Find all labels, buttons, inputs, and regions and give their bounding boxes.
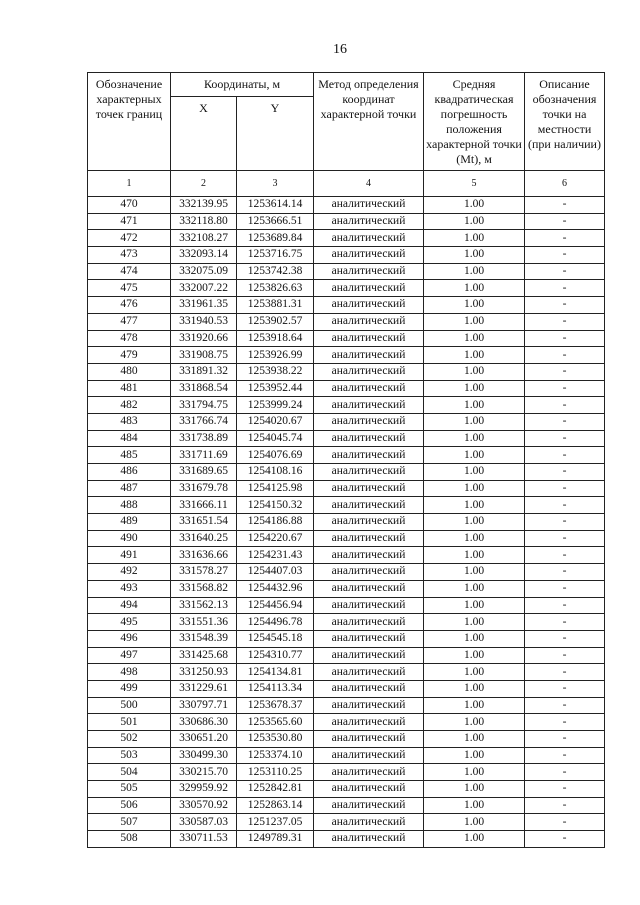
error-cell: 1.00 <box>424 247 525 264</box>
x-coordinate-cell: 331711.69 <box>171 447 237 464</box>
description-cell: - <box>525 514 605 531</box>
table-row <box>88 547 605 564</box>
error-cell: 1.00 <box>424 347 525 364</box>
y-coordinate-cell: 1253938.22 <box>237 363 314 380</box>
x-coordinate-cell: 331250.93 <box>171 664 237 681</box>
description-cell: - <box>525 380 605 397</box>
table-row <box>88 664 605 681</box>
point-id-cell: 488 <box>88 497 171 514</box>
x-coordinate-cell: 332108.27 <box>171 230 237 247</box>
x-coordinate-cell: 330797.71 <box>171 697 237 714</box>
table-row <box>88 530 605 547</box>
point-id-cell: 507 <box>88 814 171 831</box>
x-coordinate-cell: 332139.95 <box>171 197 237 214</box>
x-coordinate-cell: 332075.09 <box>171 263 237 280</box>
header-point: Обозначение характерных точек границ <box>88 73 171 171</box>
description-cell: - <box>525 280 605 297</box>
point-id-cell: 485 <box>88 447 171 464</box>
point-id-cell: 470 <box>88 197 171 214</box>
description-cell: - <box>525 664 605 681</box>
y-coordinate-cell: 1249789.31 <box>237 831 314 848</box>
table-body <box>88 197 605 848</box>
y-coordinate-cell: 1253689.84 <box>237 230 314 247</box>
description-cell: - <box>525 647 605 664</box>
point-id-cell: 491 <box>88 547 171 564</box>
table-row <box>88 330 605 347</box>
method-cell: аналитический <box>314 530 424 547</box>
error-cell: 1.00 <box>424 547 525 564</box>
description-cell: - <box>525 247 605 264</box>
description-cell: - <box>525 197 605 214</box>
error-cell: 1.00 <box>424 781 525 798</box>
error-cell: 1.00 <box>424 263 525 280</box>
method-cell: аналитический <box>314 630 424 647</box>
method-cell: аналитический <box>314 831 424 848</box>
table-row <box>88 680 605 697</box>
error-cell: 1.00 <box>424 230 525 247</box>
x-coordinate-cell: 331891.32 <box>171 363 237 380</box>
point-id-cell: 495 <box>88 614 171 631</box>
table-row <box>88 430 605 447</box>
point-id-cell: 503 <box>88 747 171 764</box>
x-coordinate-cell: 332118.80 <box>171 213 237 230</box>
description-cell: - <box>525 480 605 497</box>
method-cell: аналитический <box>314 547 424 564</box>
error-cell: 1.00 <box>424 397 525 414</box>
method-cell: аналитический <box>314 647 424 664</box>
point-id-cell: 489 <box>88 514 171 531</box>
method-cell: аналитический <box>314 347 424 364</box>
error-cell: 1.00 <box>424 430 525 447</box>
error-cell: 1.00 <box>424 580 525 597</box>
column-number: 5 <box>424 171 525 197</box>
column-number: 1 <box>88 171 171 197</box>
description-cell: - <box>525 564 605 581</box>
x-coordinate-cell: 331738.89 <box>171 430 237 447</box>
y-coordinate-cell: 1253999.24 <box>237 397 314 414</box>
y-coordinate-cell: 1253716.75 <box>237 247 314 264</box>
error-cell: 1.00 <box>424 213 525 230</box>
table-row <box>88 363 605 380</box>
table-row <box>88 697 605 714</box>
y-coordinate-cell: 1253565.60 <box>237 714 314 731</box>
error-cell: 1.00 <box>424 731 525 748</box>
table-row <box>88 614 605 631</box>
description-cell: - <box>525 447 605 464</box>
y-coordinate-cell: 1253614.14 <box>237 197 314 214</box>
description-cell: - <box>525 764 605 781</box>
table-row <box>88 564 605 581</box>
description-cell: - <box>525 397 605 414</box>
column-number: 4 <box>314 171 424 197</box>
point-id-cell: 493 <box>88 580 171 597</box>
table-row <box>88 480 605 497</box>
description-cell: - <box>525 213 605 230</box>
error-cell: 1.00 <box>424 664 525 681</box>
method-cell: аналитический <box>314 614 424 631</box>
x-coordinate-cell: 331651.54 <box>171 514 237 531</box>
error-cell: 1.00 <box>424 280 525 297</box>
method-cell: аналитический <box>314 514 424 531</box>
y-coordinate-cell: 1254108.16 <box>237 464 314 481</box>
y-coordinate-cell: 1254150.32 <box>237 497 314 514</box>
point-id-cell: 472 <box>88 230 171 247</box>
error-cell: 1.00 <box>424 464 525 481</box>
x-coordinate-cell: 330711.53 <box>171 831 237 848</box>
method-cell: аналитический <box>314 480 424 497</box>
table-row <box>88 630 605 647</box>
point-id-cell: 480 <box>88 363 171 380</box>
error-cell: 1.00 <box>424 764 525 781</box>
error-cell: 1.00 <box>424 630 525 647</box>
error-cell: 1.00 <box>424 447 525 464</box>
table-row <box>88 197 605 214</box>
x-coordinate-cell: 331229.61 <box>171 680 237 697</box>
error-cell: 1.00 <box>424 647 525 664</box>
table-row <box>88 814 605 831</box>
method-cell: аналитический <box>314 464 424 481</box>
x-coordinate-cell: 331679.78 <box>171 480 237 497</box>
x-coordinate-cell: 331868.54 <box>171 380 237 397</box>
point-id-cell: 476 <box>88 297 171 314</box>
error-cell: 1.00 <box>424 330 525 347</box>
point-id-cell: 499 <box>88 680 171 697</box>
table-row <box>88 714 605 731</box>
point-id-cell: 482 <box>88 397 171 414</box>
y-coordinate-cell: 1254186.88 <box>237 514 314 531</box>
table-row <box>88 764 605 781</box>
y-coordinate-cell: 1253666.51 <box>237 213 314 230</box>
error-cell: 1.00 <box>424 680 525 697</box>
error-cell: 1.00 <box>424 714 525 731</box>
method-cell: аналитический <box>314 247 424 264</box>
table-row <box>88 797 605 814</box>
column-number: 3 <box>237 171 314 197</box>
point-id-cell: 506 <box>88 797 171 814</box>
x-coordinate-cell: 329959.92 <box>171 781 237 798</box>
method-cell: аналитический <box>314 380 424 397</box>
table-row <box>88 781 605 798</box>
point-id-cell: 508 <box>88 831 171 848</box>
error-cell: 1.00 <box>424 697 525 714</box>
description-cell: - <box>525 630 605 647</box>
point-id-cell: 478 <box>88 330 171 347</box>
y-coordinate-cell: 1253530.80 <box>237 731 314 748</box>
description-cell: - <box>525 697 605 714</box>
description-cell: - <box>525 747 605 764</box>
description-cell: - <box>525 363 605 380</box>
error-cell: 1.00 <box>424 831 525 848</box>
method-cell: аналитический <box>314 397 424 414</box>
method-cell: аналитический <box>314 714 424 731</box>
table-row <box>88 747 605 764</box>
point-id-cell: 497 <box>88 647 171 664</box>
header-method: Метод определения координат характерной точки <box>314 73 424 171</box>
description-cell: - <box>525 413 605 430</box>
point-id-cell: 481 <box>88 380 171 397</box>
x-coordinate-cell: 330570.92 <box>171 797 237 814</box>
method-cell: аналитический <box>314 797 424 814</box>
description-cell: - <box>525 580 605 597</box>
point-id-cell: 501 <box>88 714 171 731</box>
error-cell: 1.00 <box>424 564 525 581</box>
point-id-cell: 479 <box>88 347 171 364</box>
x-coordinate-cell: 331636.66 <box>171 547 237 564</box>
error-cell: 1.00 <box>424 614 525 631</box>
point-id-cell: 500 <box>88 697 171 714</box>
description-cell: - <box>525 263 605 280</box>
point-id-cell: 487 <box>88 480 171 497</box>
point-id-cell: 475 <box>88 280 171 297</box>
method-cell: аналитический <box>314 297 424 314</box>
description-cell: - <box>525 781 605 798</box>
description-cell: - <box>525 464 605 481</box>
method-cell: аналитический <box>314 664 424 681</box>
description-cell: - <box>525 313 605 330</box>
table-row <box>88 213 605 230</box>
y-coordinate-cell: 1254456.94 <box>237 597 314 614</box>
method-cell: аналитический <box>314 197 424 214</box>
method-cell: аналитический <box>314 280 424 297</box>
table-row <box>88 280 605 297</box>
description-cell: - <box>525 230 605 247</box>
description-cell: - <box>525 297 605 314</box>
header-x: X <box>171 97 237 171</box>
column-number: 2 <box>171 171 237 197</box>
point-id-cell: 474 <box>88 263 171 280</box>
method-cell: аналитический <box>314 764 424 781</box>
coordinates-table <box>87 72 605 848</box>
error-cell: 1.00 <box>424 480 525 497</box>
description-cell: - <box>525 597 605 614</box>
header-coords: Координаты, м <box>171 73 314 97</box>
error-cell: 1.00 <box>424 747 525 764</box>
description-cell: - <box>525 497 605 514</box>
point-id-cell: 498 <box>88 664 171 681</box>
y-coordinate-cell: 1254020.67 <box>237 413 314 430</box>
error-cell: 1.00 <box>424 597 525 614</box>
y-coordinate-cell: 1253881.31 <box>237 297 314 314</box>
point-id-cell: 505 <box>88 781 171 798</box>
method-cell: аналитический <box>314 230 424 247</box>
x-coordinate-cell: 331562.13 <box>171 597 237 614</box>
x-coordinate-cell: 331961.35 <box>171 297 237 314</box>
error-cell: 1.00 <box>424 363 525 380</box>
error-cell: 1.00 <box>424 380 525 397</box>
table-row <box>88 413 605 430</box>
y-coordinate-cell: 1254045.74 <box>237 430 314 447</box>
point-id-cell: 494 <box>88 597 171 614</box>
x-coordinate-cell: 331920.66 <box>171 330 237 347</box>
method-cell: аналитический <box>314 497 424 514</box>
table-row <box>88 514 605 531</box>
method-cell: аналитический <box>314 814 424 831</box>
description-cell: - <box>525 530 605 547</box>
x-coordinate-cell: 331908.75 <box>171 347 237 364</box>
description-cell: - <box>525 831 605 848</box>
description-cell: - <box>525 330 605 347</box>
x-coordinate-cell: 331940.53 <box>171 313 237 330</box>
page-number: 16 <box>333 42 347 57</box>
table-row <box>88 647 605 664</box>
description-cell: - <box>525 680 605 697</box>
point-id-cell: 496 <box>88 630 171 647</box>
y-coordinate-cell: 1253374.10 <box>237 747 314 764</box>
table-row <box>88 497 605 514</box>
y-coordinate-cell: 1254134.81 <box>237 664 314 681</box>
table-row <box>88 831 605 848</box>
x-coordinate-cell: 331794.75 <box>171 397 237 414</box>
method-cell: аналитический <box>314 680 424 697</box>
column-number-row <box>88 171 605 197</box>
y-coordinate-cell: 1254220.67 <box>237 530 314 547</box>
error-cell: 1.00 <box>424 797 525 814</box>
table-row <box>88 230 605 247</box>
method-cell: аналитический <box>314 263 424 280</box>
x-coordinate-cell: 331640.25 <box>171 530 237 547</box>
x-coordinate-cell: 331689.65 <box>171 464 237 481</box>
table-row <box>88 297 605 314</box>
x-coordinate-cell: 331568.82 <box>171 580 237 597</box>
error-cell: 1.00 <box>424 814 525 831</box>
error-cell: 1.00 <box>424 497 525 514</box>
error-cell: 1.00 <box>424 313 525 330</box>
point-id-cell: 502 <box>88 731 171 748</box>
column-number: 6 <box>525 171 605 197</box>
description-cell: - <box>525 797 605 814</box>
error-cell: 1.00 <box>424 530 525 547</box>
point-id-cell: 492 <box>88 564 171 581</box>
table-row <box>88 263 605 280</box>
method-cell: аналитический <box>314 313 424 330</box>
table-row <box>88 597 605 614</box>
y-coordinate-cell: 1253902.57 <box>237 313 314 330</box>
table-row <box>88 447 605 464</box>
table-row <box>88 347 605 364</box>
y-coordinate-cell: 1254231.43 <box>237 547 314 564</box>
y-coordinate-cell: 1252842.81 <box>237 781 314 798</box>
error-cell: 1.00 <box>424 413 525 430</box>
point-id-cell: 484 <box>88 430 171 447</box>
y-coordinate-cell: 1254545.18 <box>237 630 314 647</box>
y-coordinate-cell: 1253110.25 <box>237 764 314 781</box>
y-coordinate-cell: 1253678.37 <box>237 697 314 714</box>
method-cell: аналитический <box>314 747 424 764</box>
description-cell: - <box>525 614 605 631</box>
method-cell: аналитический <box>314 781 424 798</box>
x-coordinate-cell: 331766.74 <box>171 413 237 430</box>
y-coordinate-cell: 1253918.64 <box>237 330 314 347</box>
x-coordinate-cell: 330499.30 <box>171 747 237 764</box>
method-cell: аналитический <box>314 580 424 597</box>
description-cell: - <box>525 430 605 447</box>
x-coordinate-cell: 331578.27 <box>171 564 237 581</box>
point-id-cell: 490 <box>88 530 171 547</box>
description-cell: - <box>525 347 605 364</box>
description-cell: - <box>525 714 605 731</box>
description-cell: - <box>525 814 605 831</box>
y-coordinate-cell: 1253826.63 <box>237 280 314 297</box>
y-coordinate-cell: 1254432.96 <box>237 580 314 597</box>
point-id-cell: 471 <box>88 213 171 230</box>
y-coordinate-cell: 1254125.98 <box>237 480 314 497</box>
header-error: Средняя квадратическая погрешность положения характерной точки (Mt), м <box>424 73 525 171</box>
x-coordinate-cell: 332007.22 <box>171 280 237 297</box>
y-coordinate-cell: 1253952.44 <box>237 380 314 397</box>
y-coordinate-cell: 1253926.99 <box>237 347 314 364</box>
table-row <box>88 313 605 330</box>
point-id-cell: 483 <box>88 413 171 430</box>
x-coordinate-cell: 331551.36 <box>171 614 237 631</box>
x-coordinate-cell: 331425.68 <box>171 647 237 664</box>
x-coordinate-cell: 331666.11 <box>171 497 237 514</box>
table-row <box>88 580 605 597</box>
method-cell: аналитический <box>314 731 424 748</box>
y-coordinate-cell: 1254113.34 <box>237 680 314 697</box>
table-row <box>88 397 605 414</box>
method-cell: аналитический <box>314 363 424 380</box>
method-cell: аналитический <box>314 213 424 230</box>
x-coordinate-cell: 331548.39 <box>171 630 237 647</box>
point-id-cell: 486 <box>88 464 171 481</box>
table-header <box>88 73 605 197</box>
y-coordinate-cell: 1254310.77 <box>237 647 314 664</box>
table-row <box>88 380 605 397</box>
point-id-cell: 473 <box>88 247 171 264</box>
table-row <box>88 464 605 481</box>
y-coordinate-cell: 1254407.03 <box>237 564 314 581</box>
x-coordinate-cell: 330651.20 <box>171 731 237 748</box>
error-cell: 1.00 <box>424 297 525 314</box>
method-cell: аналитический <box>314 697 424 714</box>
method-cell: аналитический <box>314 597 424 614</box>
method-cell: аналитический <box>314 564 424 581</box>
y-coordinate-cell: 1254496.78 <box>237 614 314 631</box>
error-cell: 1.00 <box>424 514 525 531</box>
point-id-cell: 504 <box>88 764 171 781</box>
x-coordinate-cell: 330587.03 <box>171 814 237 831</box>
table-row <box>88 731 605 748</box>
x-coordinate-cell: 330215.70 <box>171 764 237 781</box>
method-cell: аналитический <box>314 430 424 447</box>
header-y: Y <box>237 97 314 171</box>
method-cell: аналитический <box>314 330 424 347</box>
method-cell: аналитический <box>314 413 424 430</box>
y-coordinate-cell: 1252863.14 <box>237 797 314 814</box>
point-id-cell: 477 <box>88 313 171 330</box>
method-cell: аналитический <box>314 447 424 464</box>
header-description: Описание обозначения точки на местности (при наличии) <box>525 73 605 171</box>
x-coordinate-cell: 332093.14 <box>171 247 237 264</box>
y-coordinate-cell: 1251237.05 <box>237 814 314 831</box>
y-coordinate-cell: 1254076.69 <box>237 447 314 464</box>
description-cell: - <box>525 731 605 748</box>
description-cell: - <box>525 547 605 564</box>
x-coordinate-cell: 330686.30 <box>171 714 237 731</box>
table-row <box>88 247 605 264</box>
y-coordinate-cell: 1253742.38 <box>237 263 314 280</box>
error-cell: 1.00 <box>424 197 525 214</box>
